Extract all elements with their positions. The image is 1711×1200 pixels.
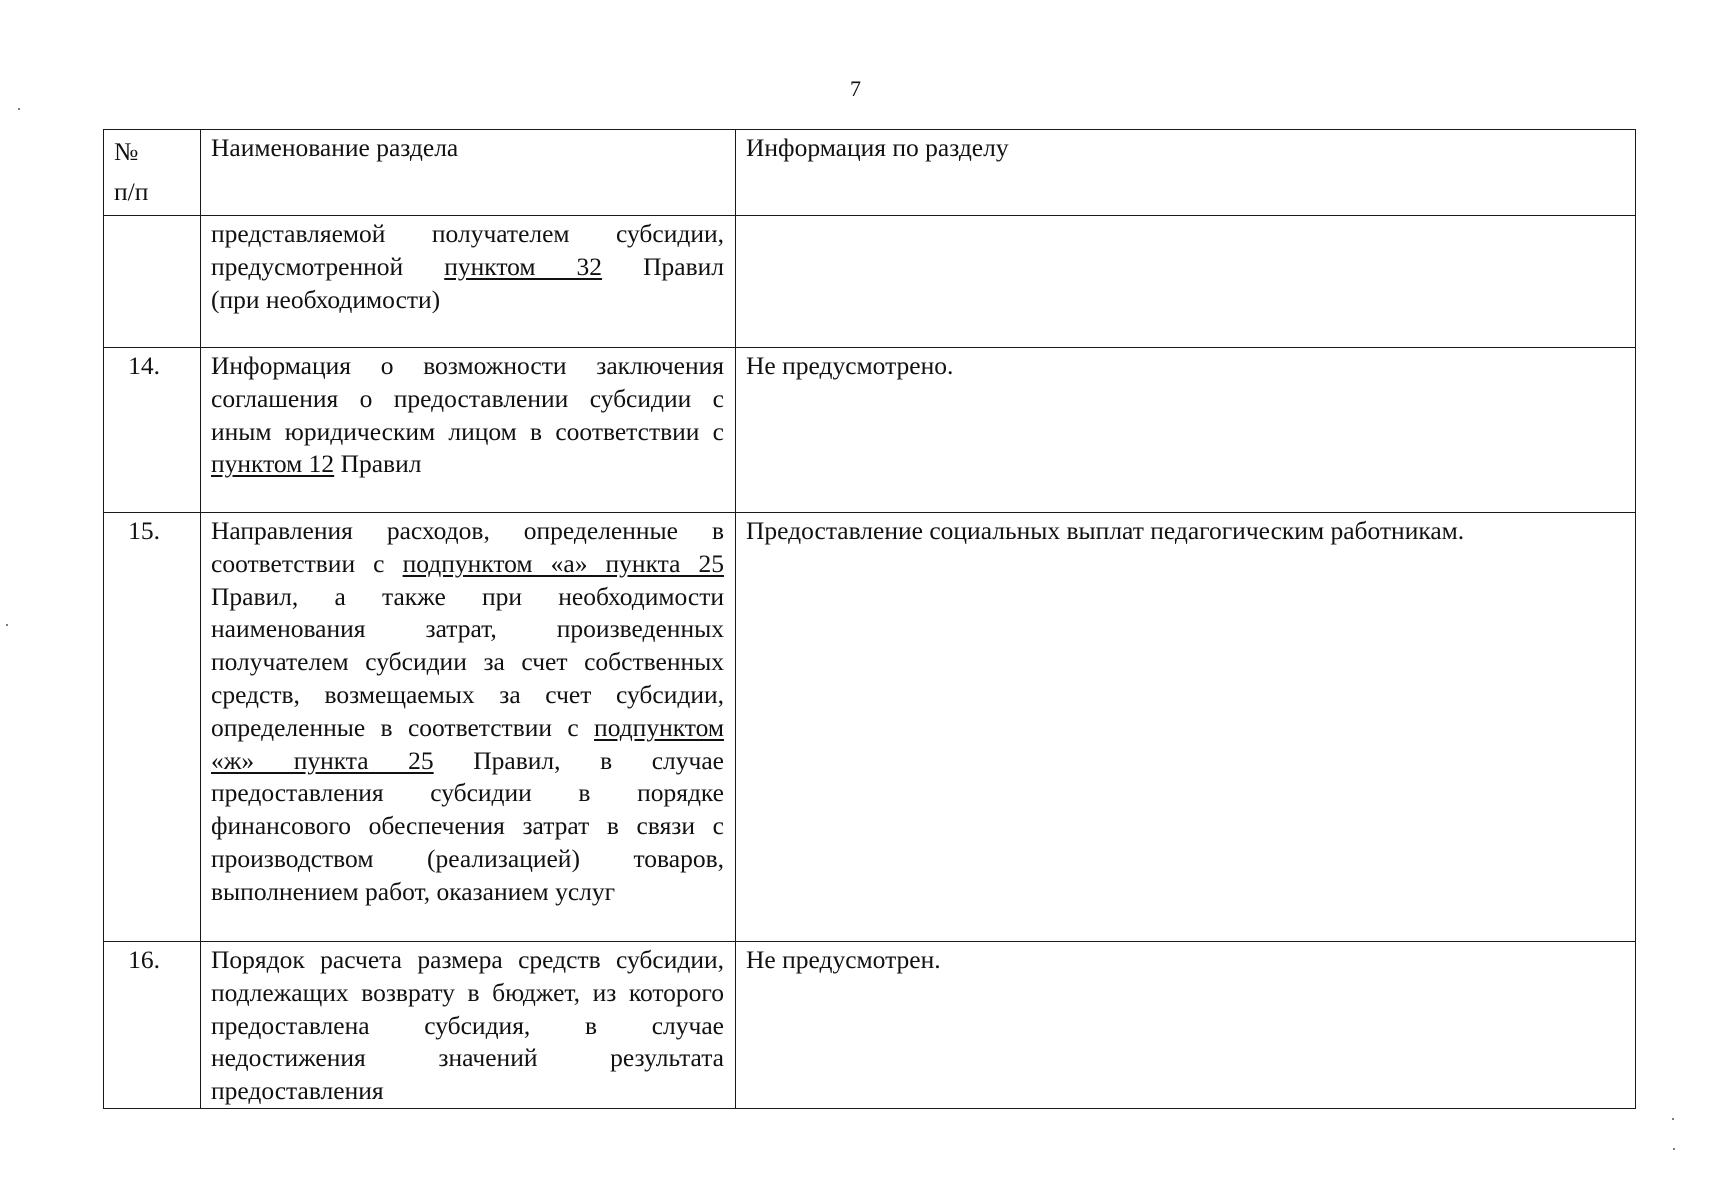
row-name-text: Правил [643, 251, 724, 281]
header-info [736, 130, 1636, 216]
rule-link[interactable]: подпунктом «а» пункта 25 [402, 548, 724, 578]
table-row-16 [104, 942, 1636, 1109]
header-num [104, 130, 201, 216]
row-name [201, 513, 736, 942]
sections-table [103, 129, 1636, 1109]
row-name-line: (при необходимости) [211, 284, 441, 314]
table-row-continuation [104, 216, 1636, 348]
header-name-text: Наименование раздела [211, 133, 459, 162]
scan-speck [1673, 1148, 1675, 1150]
table-row-15 [104, 513, 1636, 942]
rule-link[interactable]: пунктом 12 [211, 449, 335, 479]
scan-speck [18, 108, 20, 110]
row-name-line [211, 251, 724, 284]
rule-link[interactable]: подпунктом «ж» пункта 25 [211, 712, 724, 775]
table-row-14 [104, 348, 1636, 513]
row-name-text: Правил, а также при необходимости наименования затрат, произведенных получателем субсидии за счет собственных средств, возмещаемых за счет субсидии, определенные в соответствии с [211, 581, 724, 742]
row-name-text: Правил [334, 449, 422, 479]
row-name-text: Информация о возможности заключения соглашения о предоставлении субсидии с иным юридическим лицом в соответствии с [211, 351, 724, 446]
row-num: 15. [104, 513, 201, 942]
row-info: Не предусмотрено. [736, 348, 1636, 513]
page-number: 7 [850, 76, 861, 101]
row-info [736, 216, 1636, 348]
scan-speck [6, 624, 8, 626]
table-header-row [104, 130, 1636, 216]
header-num-text: № п/п [114, 137, 149, 206]
row-num [104, 216, 201, 348]
header-info-text: Информация по разделу [746, 133, 1009, 162]
row-num: 14. [104, 348, 201, 513]
rule-link[interactable]: пунктом 32 [444, 251, 603, 281]
row-name [201, 216, 736, 348]
header-name [201, 130, 736, 216]
row-name-line: представляемой получателем субсидии, [211, 219, 724, 248]
row-name [201, 348, 736, 513]
row-info: Не предусмотрен. [736, 942, 1636, 1109]
row-info: Предоставление социальных выплат педагогическим работникам. [736, 513, 1636, 942]
row-name-text: Направления расходов, определенные в соответствии с [211, 516, 724, 578]
scan-speck [1672, 1118, 1674, 1120]
row-num: 16. [104, 942, 201, 1109]
row-name-text: Порядок расчета размера средств субсидии, подлежащих возврату в бюджет, из которого предоставлена субсидия, в случае недостижения значений результата предоставления [211, 945, 724, 1106]
row-name [201, 942, 736, 1109]
row-name-text: Правил, в случае предоставления субсидии в порядке финансового обеспечения затрат в связи с производством (реализацией) товаров, выполнением работ, оказанием услуг [211, 745, 724, 906]
row-name-text: предусмотренной [211, 251, 404, 281]
